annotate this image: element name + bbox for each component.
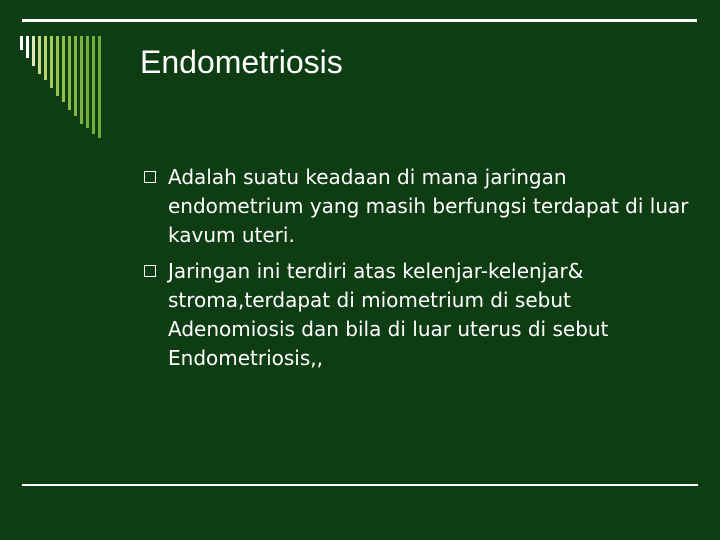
stripe-icon: [62, 36, 65, 102]
stripe-icon: [74, 36, 77, 116]
stripe-icon: [38, 36, 41, 74]
stripe-icon: [26, 36, 29, 58]
stripe-icon: [68, 36, 71, 110]
stripe-icon: [32, 36, 35, 66]
stripe-icon: [86, 36, 89, 128]
stripe-icon: [80, 36, 83, 124]
stripe-icon: [98, 36, 101, 138]
top-rule: [22, 19, 697, 22]
stripe-icon: [56, 36, 59, 96]
bullet-text: Jaringan ini terdiri atas kelenjar-kelenjar& stroma,terdapat di miometrium di sebut Adenomiosis dan bila di luar uterus di sebut Endometriosis,,: [168, 259, 609, 370]
slide-title: Endometriosis: [140, 44, 343, 80]
stripe-icon: [92, 36, 95, 134]
bullet-item: [142, 163, 702, 250]
hollow-square-icon: [144, 265, 156, 277]
bottom-rule: [22, 484, 698, 486]
bullet-text: Adalah suatu keadaan di mana jaringan endometrium yang masih berfungsi terdapat di luar kavum uteri.: [168, 165, 689, 247]
hollow-square-icon: [144, 171, 156, 183]
bullet-list: [142, 163, 702, 380]
stripe-icon: [20, 36, 23, 50]
stripe-icon: [44, 36, 47, 80]
stripe-icon: [50, 36, 53, 88]
bullet-item: [142, 257, 702, 373]
